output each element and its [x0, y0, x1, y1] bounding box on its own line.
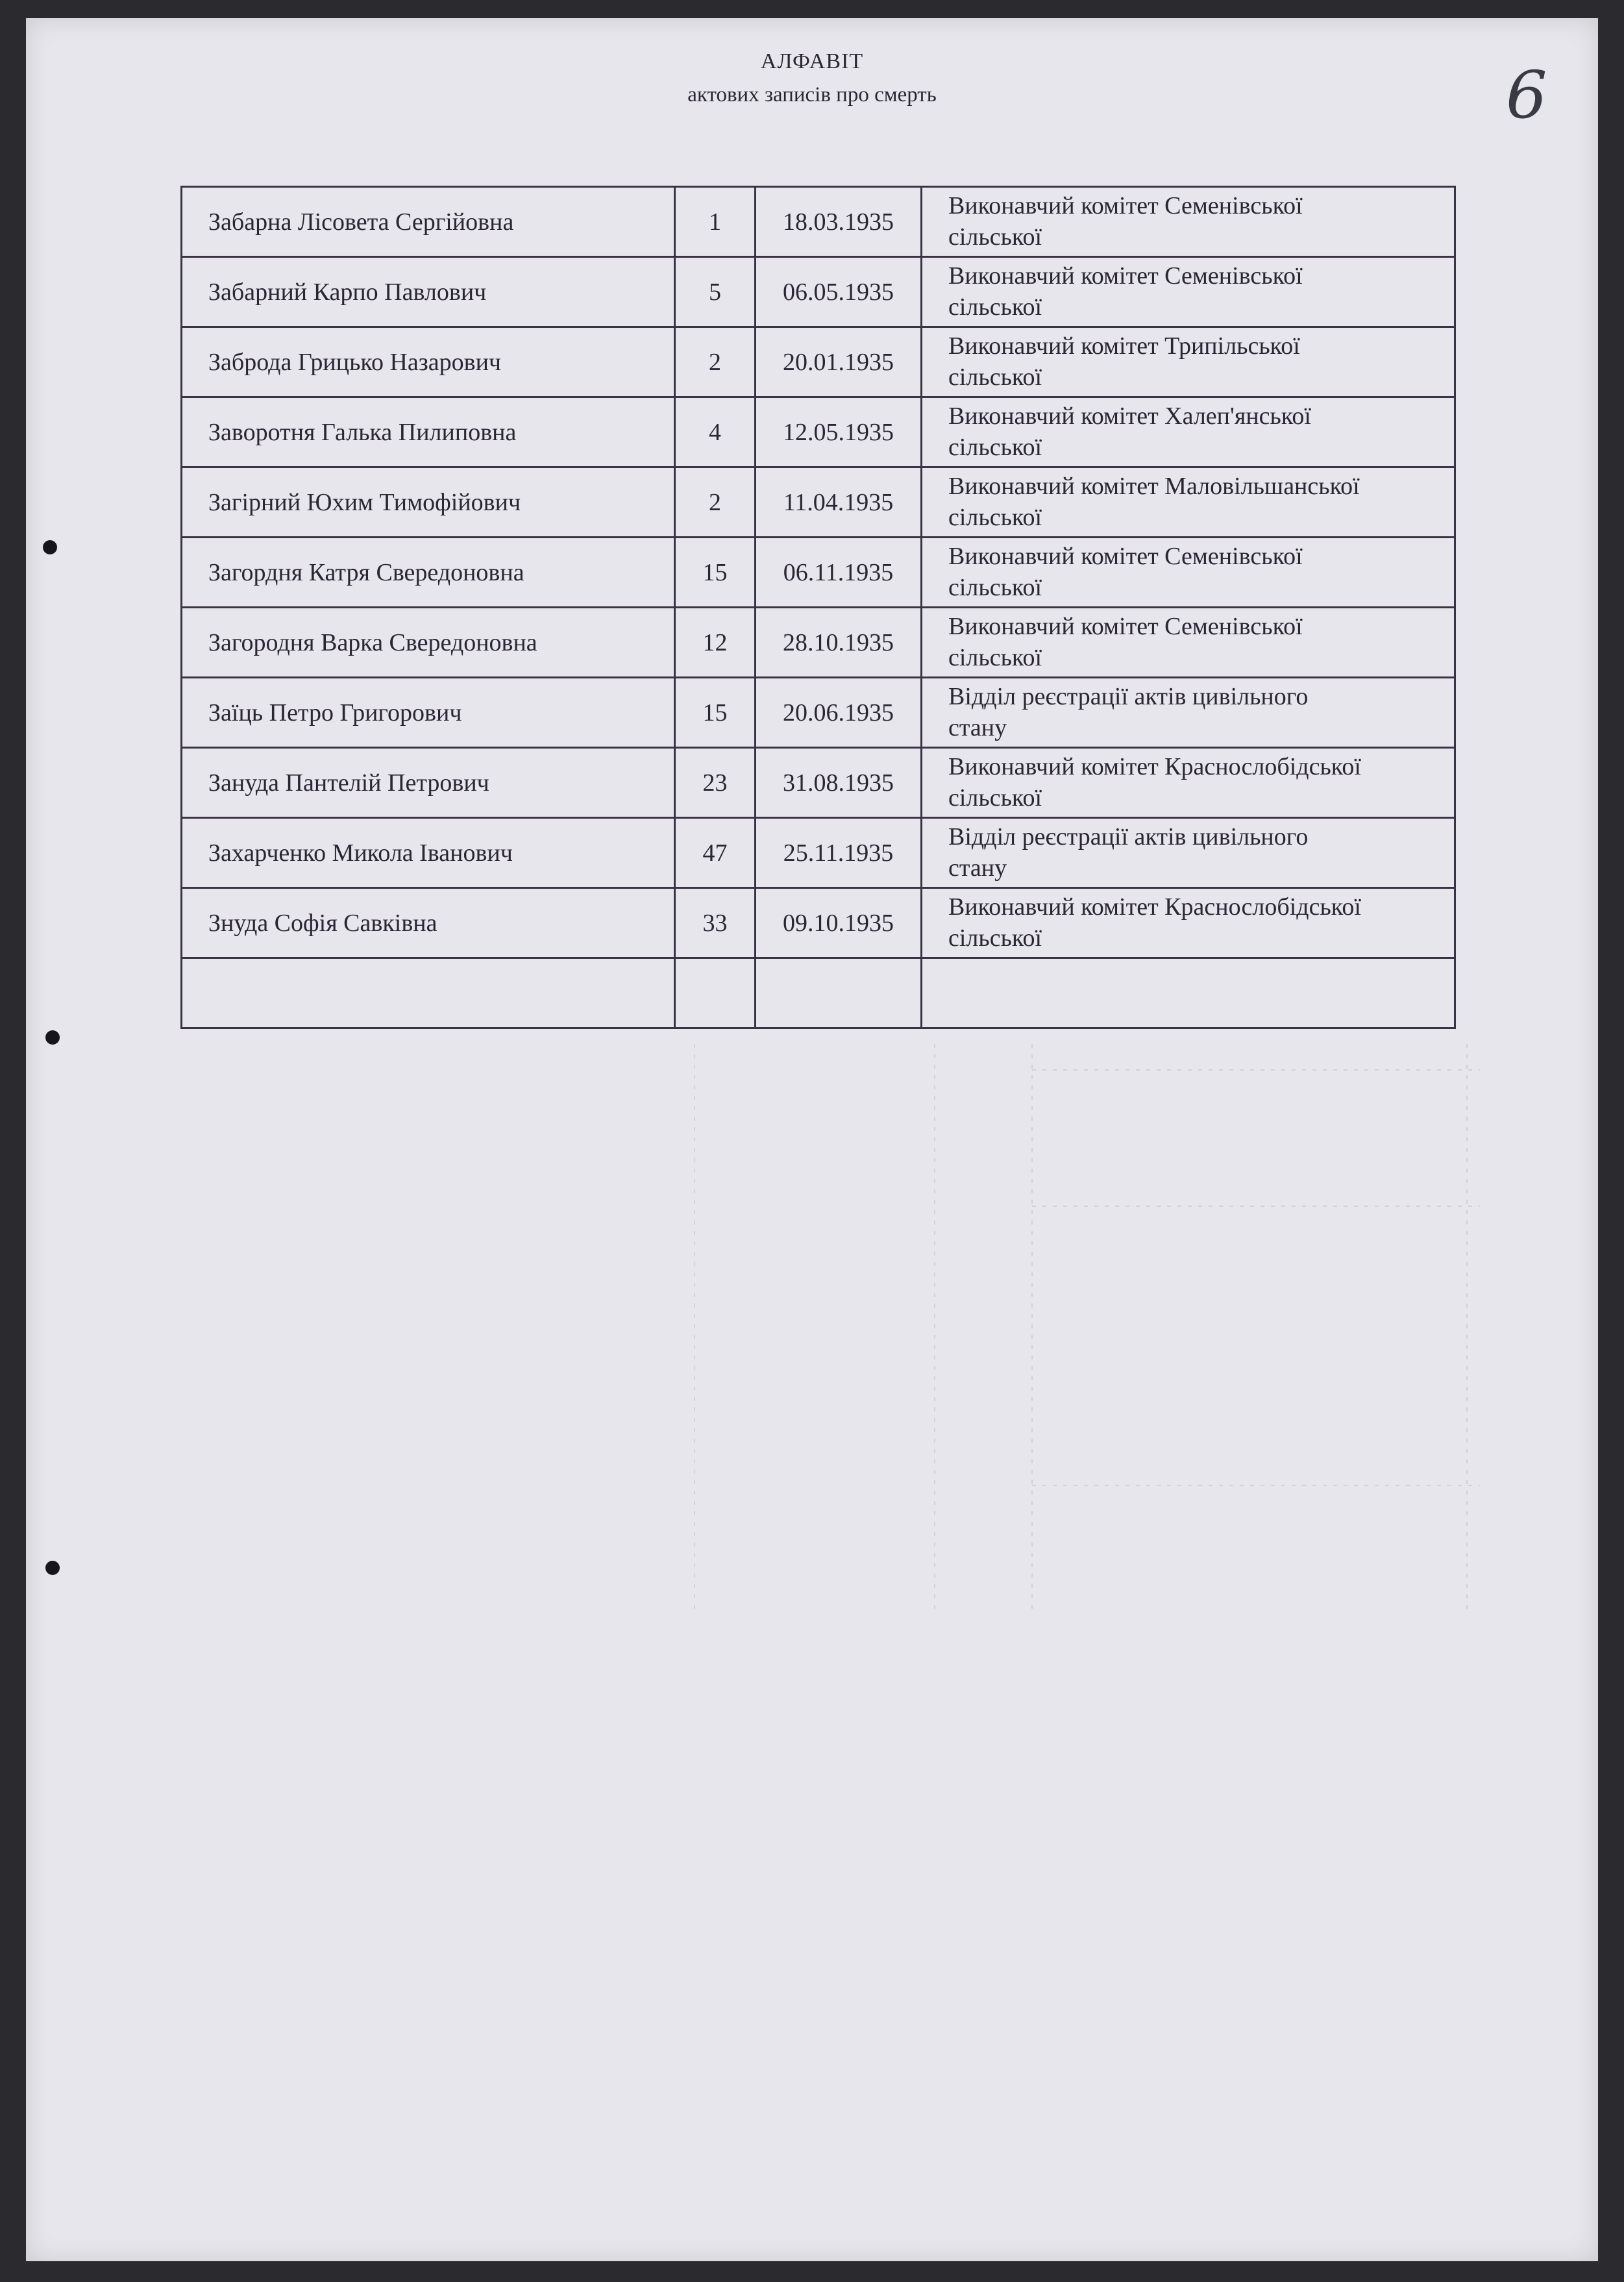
record-registry-office-cell	[922, 397, 1455, 467]
records-table-body	[182, 187, 1455, 1028]
registry-office-line-1: Виконавчий комітет Халеп'янської	[948, 403, 1311, 430]
punch-hole-middle	[45, 1030, 60, 1045]
record-registry-office-cell	[922, 257, 1455, 327]
table-row	[182, 538, 1455, 608]
registry-office-line-1: Виконавчий комітет Маловільшанської	[948, 473, 1360, 500]
record-act-number-cell: 15	[675, 538, 756, 608]
record-date-cell: 12.05.1935	[756, 397, 922, 467]
registry-office-line-1: Виконавчий комітет Трипільської	[948, 332, 1300, 360]
record-act-number-cell: 2	[675, 467, 756, 538]
record-date-cell: 06.11.1935	[756, 538, 922, 608]
registry-office-line-2: сільської	[948, 434, 1042, 461]
record-registry-office-cell	[922, 818, 1455, 888]
registry-office-line-2: сільської	[948, 644, 1042, 671]
registry-office-line-1: Відділ реєстрації актів цивільного	[948, 823, 1309, 850]
record-date-cell: 11.04.1935	[756, 467, 922, 538]
record-name-cell: Загордня Катря Свередоновна	[182, 538, 675, 608]
record-name-cell: Знуда Софія Савківна	[182, 888, 675, 958]
record-name-cell: Заїць Петро Григорович	[182, 678, 675, 748]
registry-office-line-1: Виконавчий комітет Краснослобідської	[948, 753, 1361, 780]
table-row	[182, 467, 1455, 538]
record-registry-office-cell	[922, 888, 1455, 958]
record-registry-office-cell	[922, 748, 1455, 818]
record-registry-office-cell	[922, 608, 1455, 678]
table-row	[182, 397, 1455, 467]
punch-hole-bottom	[45, 1561, 60, 1575]
record-act-number-cell: 33	[675, 888, 756, 958]
registry-office-line-2: сільської	[948, 293, 1042, 321]
record-name-cell: Заворотня Галька Пилиповна	[182, 397, 675, 467]
bleed-through-ghost-table	[182, 1044, 1493, 1615]
record-registry-office-cell	[922, 187, 1455, 257]
record-registry-office-cell	[922, 467, 1455, 538]
record-date-cell	[756, 958, 922, 1028]
record-name-cell: Захарченко Микола Іванович	[182, 818, 675, 888]
record-name-cell: Загірний Юхим Тимофійович	[182, 467, 675, 538]
record-act-number-cell: 23	[675, 748, 756, 818]
record-name-cell: Зануда Пантелій Петрович	[182, 748, 675, 818]
record-name-cell: Забарний Карпо Павлович	[182, 257, 675, 327]
record-name-cell	[182, 958, 675, 1028]
record-date-cell: 25.11.1935	[756, 818, 922, 888]
registry-office-line-2: сільської	[948, 364, 1042, 391]
registry-office-line-2: сільської	[948, 574, 1042, 601]
record-act-number-cell: 4	[675, 397, 756, 467]
table-row	[182, 187, 1455, 257]
registry-office-line-1: Виконавчий комітет Краснослобідської	[948, 893, 1361, 921]
registry-office-line-2: стану	[948, 854, 1007, 882]
table-row	[182, 257, 1455, 327]
record-registry-office-cell	[922, 958, 1455, 1028]
registry-office-line-2: сільської	[948, 504, 1042, 531]
record-name-cell: Заброда Грицько Назарович	[182, 327, 675, 397]
record-registry-office-cell	[922, 327, 1455, 397]
record-act-number-cell: 5	[675, 257, 756, 327]
record-name-cell: Забарна Лісовета Сергійовна	[182, 187, 675, 257]
table-row	[182, 327, 1455, 397]
table-row	[182, 678, 1455, 748]
table-row	[182, 888, 1455, 958]
registry-office-line-1: Виконавчий комітет Семенівської	[948, 613, 1303, 640]
registry-office-line-2: сільської	[948, 223, 1042, 251]
record-date-cell: 20.01.1935	[756, 327, 922, 397]
document-page	[26, 18, 1598, 2261]
registry-office-line-1: Виконавчий комітет Семенівської	[948, 192, 1303, 219]
table-row	[182, 958, 1455, 1028]
registry-office-line-1: Виконавчий комітет Семенівської	[948, 262, 1303, 290]
table-row	[182, 608, 1455, 678]
record-act-number-cell: 15	[675, 678, 756, 748]
record-registry-office-cell	[922, 538, 1455, 608]
record-act-number-cell: 1	[675, 187, 756, 257]
registry-office-line-2: сільської	[948, 924, 1042, 952]
table-row	[182, 748, 1455, 818]
document-subtitle: актових записів про смерть	[687, 83, 937, 106]
record-date-cell: 31.08.1935	[756, 748, 922, 818]
record-date-cell: 18.03.1935	[756, 187, 922, 257]
punch-hole-top	[43, 540, 57, 554]
record-date-cell: 06.05.1935	[756, 257, 922, 327]
registry-office-line-1: Виконавчий комітет Семенівської	[948, 543, 1303, 570]
record-act-number-cell: 12	[675, 608, 756, 678]
death-records-table	[180, 186, 1456, 1029]
record-act-number-cell	[675, 958, 756, 1028]
record-act-number-cell: 47	[675, 818, 756, 888]
document-title: АЛФАВІТ	[760, 49, 864, 73]
table-row	[182, 818, 1455, 888]
registry-office-line-1: Відділ реєстрації актів цивільного	[948, 683, 1309, 710]
registry-office-line-2: сільської	[948, 784, 1042, 812]
registry-office-line-2: стану	[948, 714, 1007, 741]
record-registry-office-cell	[922, 678, 1455, 748]
record-date-cell: 20.06.1935	[756, 678, 922, 748]
record-act-number-cell: 2	[675, 327, 756, 397]
record-date-cell: 09.10.1935	[756, 888, 922, 958]
record-name-cell: Загородня Варка Свередоновна	[182, 608, 675, 678]
record-date-cell: 28.10.1935	[756, 608, 922, 678]
handwritten-page-number: 6	[1506, 57, 1547, 133]
